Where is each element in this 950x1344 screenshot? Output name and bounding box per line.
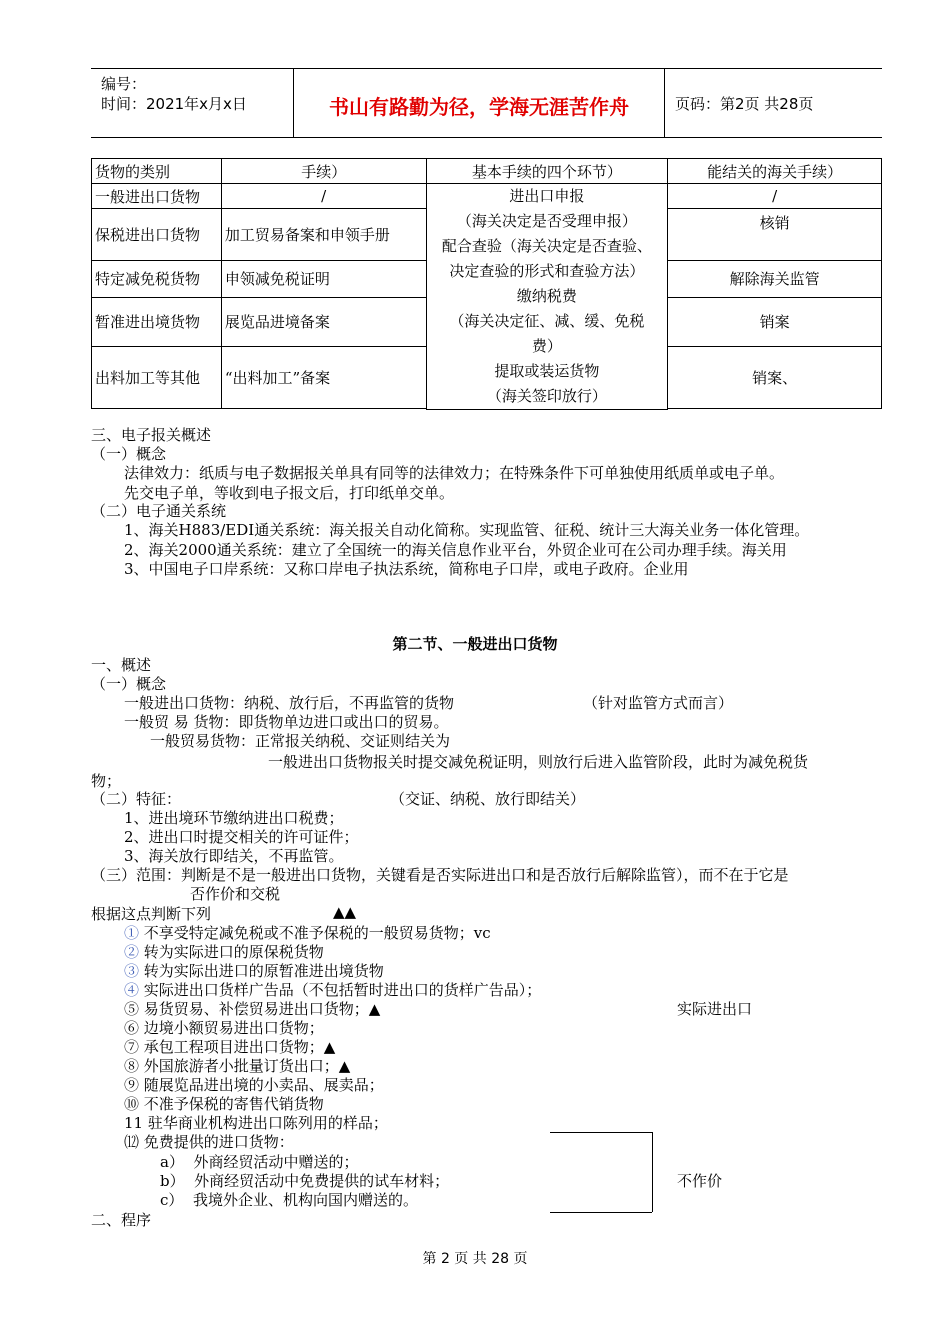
customs-procedures-table — [91, 158, 882, 410]
side-note-free: 不作价 — [677, 1172, 723, 1190]
pre-procedure-cell: 加工贸易备案和申领手册 — [221, 209, 426, 261]
post-procedure-cell: / — [668, 184, 882, 209]
basic-step-line: 决定查验的形式和查验方法） — [449, 262, 645, 280]
post-procedure-cell: 解除海关监管 — [668, 261, 882, 298]
list-item — [124, 1131, 294, 1152]
triangle-marks: ▲▲ — [333, 903, 357, 921]
sub-heading: （一）概念 — [91, 675, 167, 693]
feature-note: （交证、纳税、放行即结关） — [390, 790, 586, 808]
list-number: ⑤ — [124, 1000, 140, 1018]
list-number: 11 — [124, 1114, 144, 1132]
feature-item: 2、进出口时提交相关的许可证件； — [124, 828, 359, 846]
definition: 一般进出口货物：纳税、放行后，不再监管的货物 — [124, 694, 455, 712]
definition: 一般贸 易 货物：即货物单边进口或出口的贸易。 — [124, 713, 449, 731]
pre-procedure-cell: 申领减免税证明 — [221, 261, 426, 298]
list-item — [124, 922, 491, 943]
time-label: 时间：2021年x月x日 — [101, 95, 247, 113]
list-number: ④ — [124, 981, 140, 999]
table-header-cell: 能结关的海关手续） — [668, 159, 882, 184]
sub-heading: （二）特征： — [91, 790, 182, 808]
heading-overview: 一、概述 — [91, 656, 152, 674]
list-text: 边境小额贸易进出口货物； — [143, 1019, 324, 1037]
list-number: ⑨ — [124, 1076, 140, 1094]
list-number: ⑦ — [124, 1038, 140, 1056]
sublist-letter: b） — [160, 1172, 185, 1190]
basic-step-line: （海关决定是否受理申报） — [456, 212, 637, 230]
list-number: ⑧ — [124, 1057, 140, 1075]
sublist-item — [160, 1189, 418, 1210]
page-footer: 第 2 页 共 28 页 — [422, 1251, 528, 1267]
list-item: 3、中国电子口岸系统：又称口岸电子执法系统，简称电子口岸，或电子政府。企业用 — [124, 560, 689, 578]
table-header-cell: 货物的类别 — [92, 159, 222, 184]
list-item: 2、海关2000通关系统：建立了全国统一的海关信息作业平台，外贸企业可在公司办理手续。海关用 — [124, 541, 787, 559]
header-meta-cell — [91, 69, 294, 137]
feature-item: 1、进出境环节缴纳进出口税费； — [124, 809, 344, 827]
sublist-item — [160, 1170, 449, 1191]
list-number: ⑩ — [124, 1095, 140, 1113]
list-number: ① — [124, 924, 140, 942]
pre-procedure-cell: “出料加工”备案 — [221, 346, 426, 409]
table-header-cell: 手续） — [221, 159, 426, 184]
list-item — [124, 1017, 324, 1038]
basic-step-line: 缴纳税费 — [516, 287, 577, 305]
list-item — [124, 941, 324, 962]
post-procedure-cell: 核销 — [668, 209, 882, 261]
basic-step-line: 进出口申报 — [509, 187, 585, 205]
list-item — [124, 1036, 335, 1057]
motto: 书山有路勤为径，学海无涯苦作舟 — [329, 95, 629, 119]
list-text: 外国旅游者小批量订货出口；▲ — [143, 1057, 351, 1075]
number-label: 编号： — [101, 75, 147, 93]
sublist-letter: c） — [160, 1191, 184, 1209]
list-text: 不准予保税的寄售代销货物 — [143, 1095, 324, 1113]
table-header-row — [92, 159, 882, 184]
scope-cont: 否作价和交税 — [190, 885, 281, 903]
basic-step-line: 提取或装运货物 — [494, 362, 600, 380]
list-number: ③ — [124, 962, 140, 980]
list-item — [124, 979, 541, 1000]
category-cell: 保税进出口货物 — [92, 209, 222, 261]
paragraph: 先交电子单，等收到电子报文后，打印纸单交单。 — [124, 484, 455, 502]
sublist-text: 外商经贸活动中免费提供的试车材料； — [194, 1172, 450, 1190]
sublist-letter: a） — [160, 1153, 184, 1171]
list-text: 实际进出口货样广告品（不包括暂时进出口的货样广告品）； — [143, 981, 542, 999]
side-note-actual: 实际进出口 — [677, 1000, 753, 1018]
list-number: ⑥ — [124, 1019, 140, 1037]
list-item — [124, 1055, 350, 1076]
sub-heading-scope: （三）范围：判断是不是一般进出口货物，关键看是否实际进出口和是否放行后解除监管），而不在于它是 — [91, 866, 789, 884]
sublist-text: 外商经贸活动中赠送的； — [193, 1153, 359, 1171]
list-item — [124, 1112, 388, 1133]
section3-sub-concept: （一）概念 — [91, 445, 167, 463]
judge-line: 根据这点判断下列 — [91, 905, 212, 923]
section3-sub-systems: （二）电子通关系统 — [91, 502, 227, 520]
definition: 一般进出口货物报关时提交减免税证明，则放行后进入监管阶段，此时为减免税货 — [268, 753, 809, 771]
page-header — [91, 68, 882, 138]
list-text: 转为实际出进口的原暂准进出境货物 — [143, 962, 384, 980]
basic-step-line: 配合查验（海关决定是否查验、 — [441, 237, 652, 255]
list-item — [124, 1093, 324, 1114]
list-text: 不享受特定减免税或不准予保税的一般贸易货物；vc — [143, 924, 491, 942]
table-row — [92, 184, 882, 209]
list-text: 驻华商业机构进出口陈列用的样品； — [147, 1114, 388, 1132]
list-item — [124, 960, 384, 981]
section-title: 第二节、一般进出口货物 — [392, 635, 558, 653]
category-cell: 特定减免税货物 — [92, 261, 222, 298]
category-cell: 一般进出口货物 — [92, 184, 222, 209]
list-number: ⑿ — [124, 1133, 140, 1151]
sublist-item — [160, 1151, 359, 1172]
list-text: 随展览品进出境的小卖品、展卖品； — [143, 1076, 384, 1094]
list-text: 易货贸易、补偿贸易进出口货物；▲ — [143, 1000, 381, 1018]
page-label: 页码：第2页 共28页 — [675, 95, 814, 113]
bracket-line — [652, 1132, 653, 1212]
definition-note: （针对监管方式而言） — [583, 694, 734, 712]
bracket-bottom-line — [550, 1212, 652, 1213]
basic-step-line: 费） — [531, 337, 562, 355]
section3-title: 三、电子报关概述 — [91, 426, 212, 444]
pre-procedure-cell: / — [221, 184, 426, 209]
basic-step-line: （海关签印放行） — [486, 387, 607, 405]
pre-procedure-cell: 展览品进境备案 — [221, 297, 426, 346]
definition: 一般贸易货物：正常报关纳税、交证则结关为 — [150, 732, 451, 750]
list-text: 承包工程项目进出口货物；▲ — [143, 1038, 336, 1056]
paragraph: 法律效力：纸质与电子数据报关单具有同等的法律效力；在特殊条件下可单独使用纸质单或电子单。 — [124, 464, 785, 482]
sublist-text: 我境外企业、机构向国内赠送的。 — [192, 1191, 418, 1209]
basic-procedure-cell — [426, 184, 668, 410]
list-text: 转为实际进口的原保税货物 — [143, 943, 324, 961]
list-item — [124, 998, 380, 1019]
header-motto-cell — [294, 69, 665, 137]
heading-procedure: 二、程序 — [91, 1211, 152, 1229]
list-item — [124, 1074, 384, 1095]
feature-item: 3、海关放行即结关，不再监管。 — [124, 847, 344, 865]
list-number: ② — [124, 943, 140, 961]
list-text: 免费提供的进口货物： — [143, 1133, 294, 1151]
definition-cont: 物； — [91, 772, 122, 790]
category-cell: 出料加工等其他 — [92, 346, 222, 409]
bracket-top-line — [550, 1132, 652, 1133]
table-header-cell: 基本手续的四个环节） — [426, 159, 668, 184]
header-page-cell — [665, 69, 882, 137]
category-cell: 暂准进出境货物 — [92, 297, 222, 346]
list-item: 1、海关H883/EDI通关系统：海关报关自动化简称。实现监管、征税、统计三大海关业务一体化管理。 — [124, 521, 810, 539]
post-procedure-cell: 销案 — [668, 297, 882, 346]
basic-step-line: （海关决定征、减、缓、免税 — [449, 312, 645, 330]
post-procedure-cell: 销案、 — [668, 346, 882, 409]
